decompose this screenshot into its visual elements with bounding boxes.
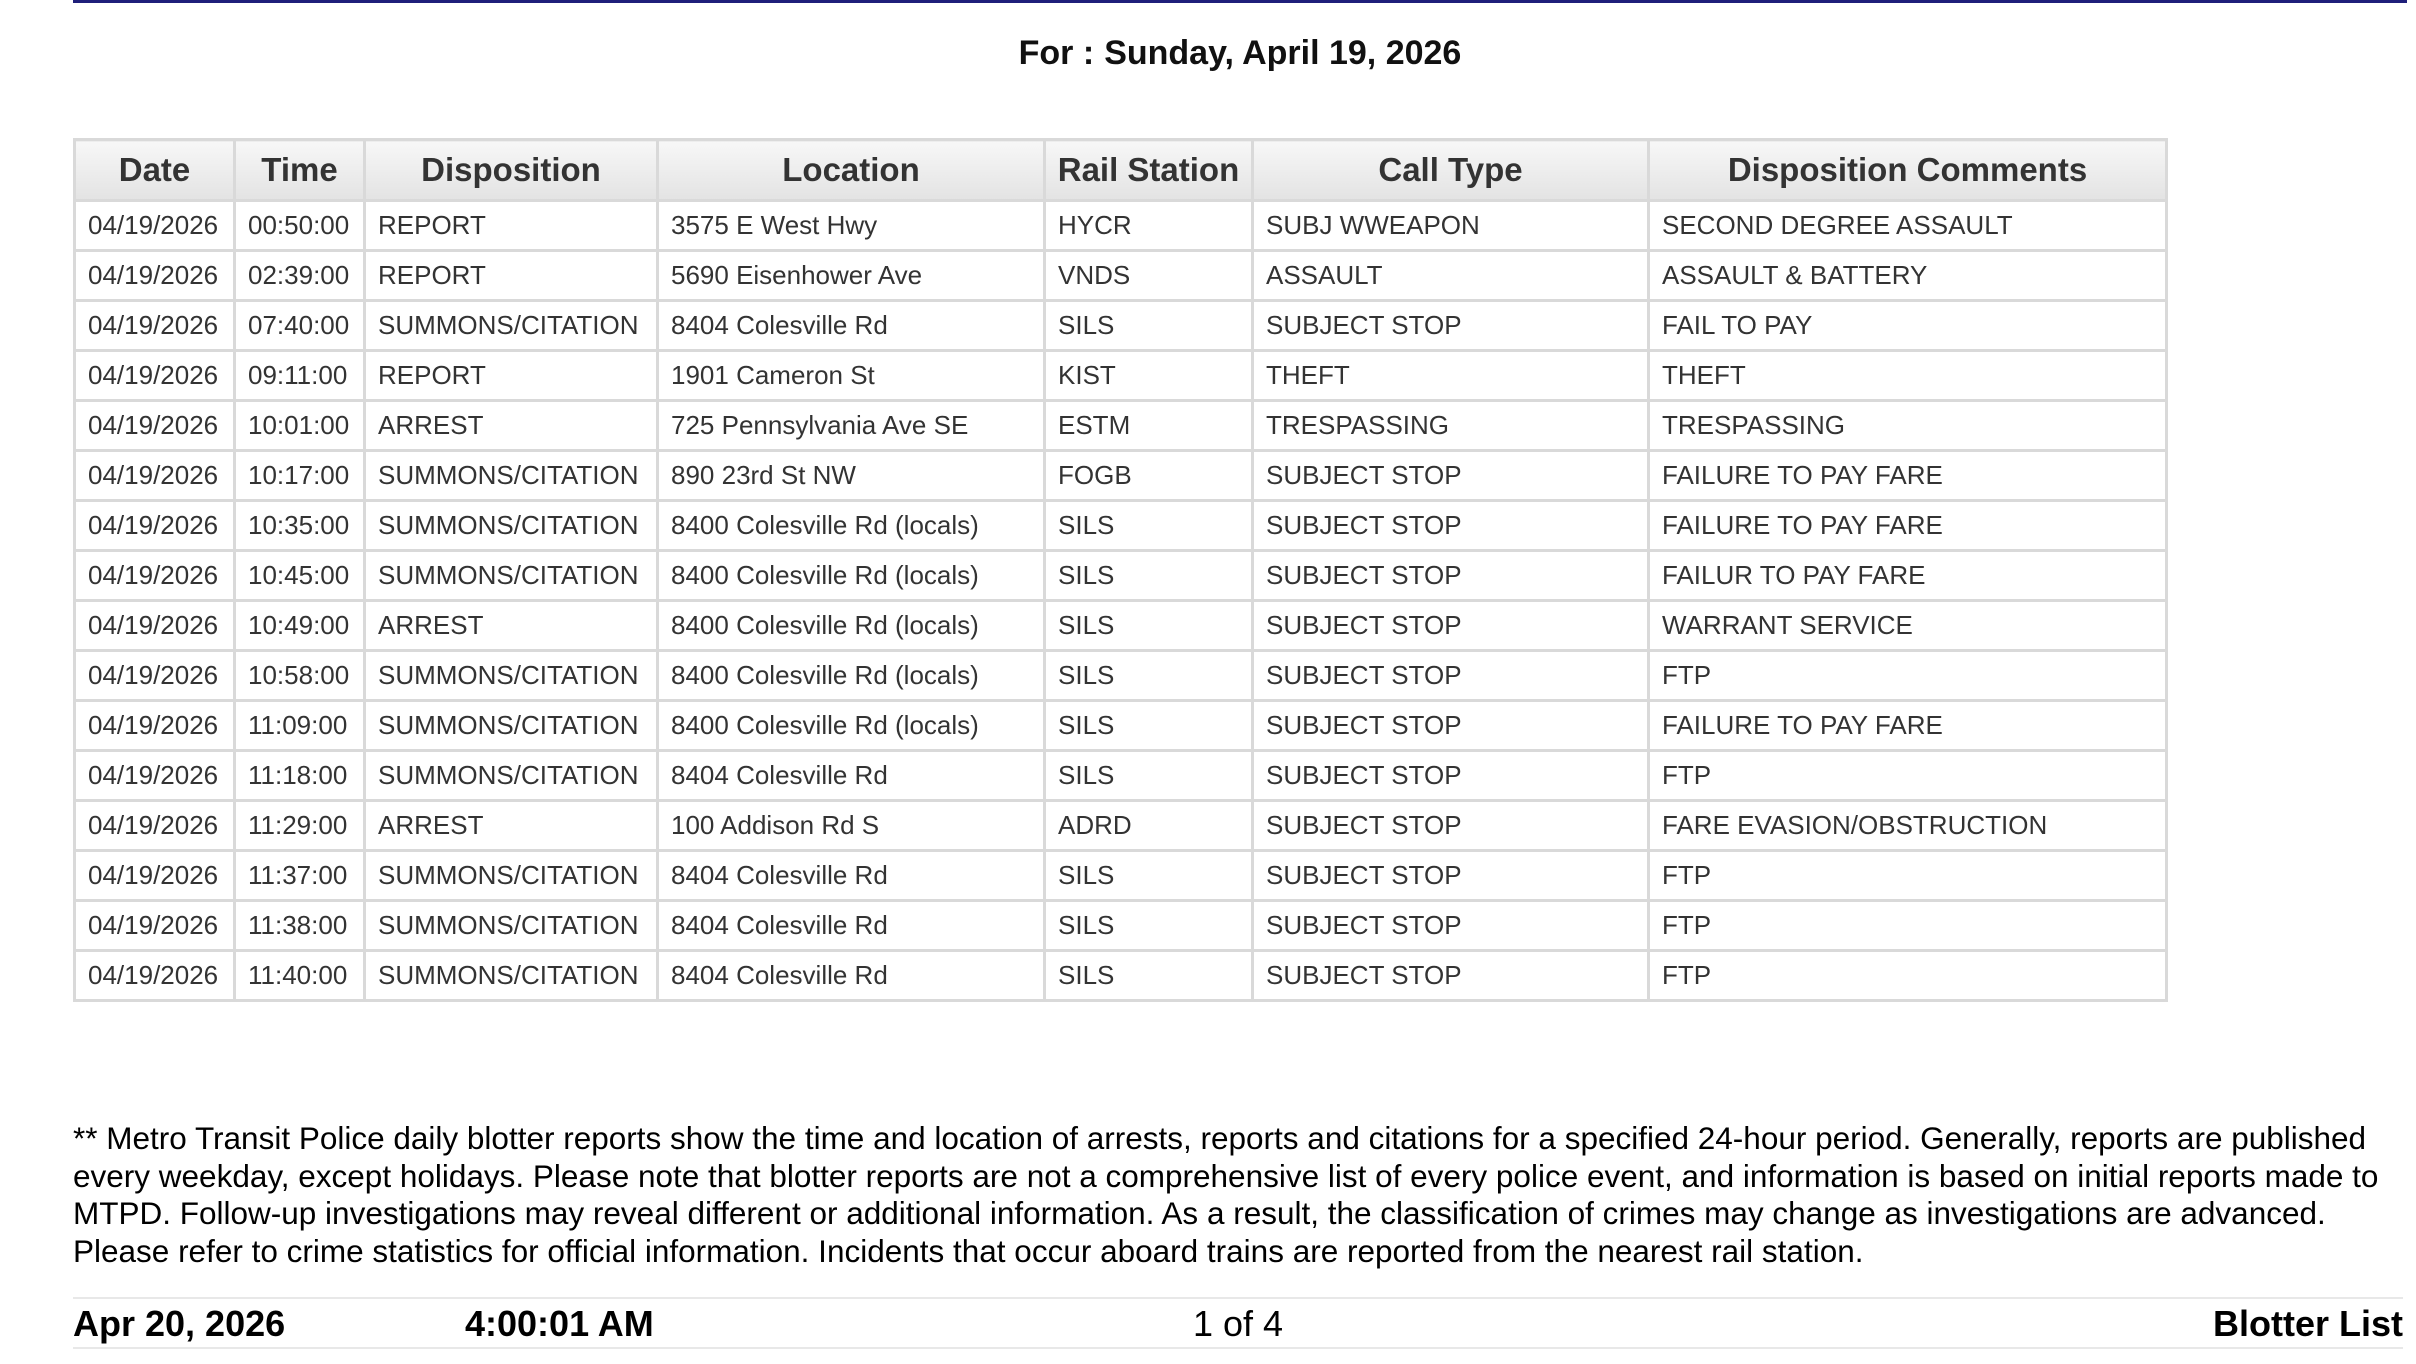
cell-time: 11:38:00 xyxy=(235,901,365,951)
cell-location: 8400 Colesville Rd (locals) xyxy=(658,601,1045,651)
cell-time: 07:40:00 xyxy=(235,301,365,351)
cell-time: 02:39:00 xyxy=(235,251,365,301)
cell-date: 04/19/2026 xyxy=(75,301,235,351)
cell-time: 10:35:00 xyxy=(235,501,365,551)
cell-date: 04/19/2026 xyxy=(75,201,235,251)
table-row xyxy=(75,701,2167,751)
page-footer xyxy=(73,1297,2403,1349)
cell-disposition-comments: FARE EVASION/OBSTRUCTION xyxy=(1649,801,2167,851)
cell-time: 10:17:00 xyxy=(235,451,365,501)
cell-rail-station: VNDS xyxy=(1045,251,1253,301)
cell-disposition: SUMMONS/CITATION xyxy=(365,301,658,351)
cell-date: 04/19/2026 xyxy=(75,701,235,751)
cell-date: 04/19/2026 xyxy=(75,401,235,451)
cell-disposition-comments: FAILUR TO PAY FARE xyxy=(1649,551,2167,601)
cell-rail-station: SILS xyxy=(1045,951,1253,1001)
cell-disposition: SUMMONS/CITATION xyxy=(365,751,658,801)
cell-rail-station: HYCR xyxy=(1045,201,1253,251)
cell-disposition: ARREST xyxy=(365,401,658,451)
cell-location: 8404 Colesville Rd xyxy=(658,301,1045,351)
cell-disposition-comments: FTP xyxy=(1649,901,2167,951)
cell-rail-station: SILS xyxy=(1045,551,1253,601)
table-row xyxy=(75,651,2167,701)
cell-disposition-comments: THEFT xyxy=(1649,351,2167,401)
table-row xyxy=(75,801,2167,851)
table-row xyxy=(75,551,2167,601)
cell-location: 1901 Cameron St xyxy=(658,351,1045,401)
cell-call-type: THEFT xyxy=(1253,351,1649,401)
table-row xyxy=(75,851,2167,901)
cell-rail-station: SILS xyxy=(1045,901,1253,951)
cell-disposition-comments: FTP xyxy=(1649,651,2167,701)
footer-print-time: 4:00:01 AM xyxy=(465,1303,654,1344)
cell-time: 11:09:00 xyxy=(235,701,365,751)
cell-call-type: SUBJECT STOP xyxy=(1253,801,1649,851)
footer-print-date: Apr 20, 2026 xyxy=(73,1303,286,1344)
cell-location: 725 Pennsylvania Ave SE xyxy=(658,401,1045,451)
cell-disposition: SUMMONS/CITATION xyxy=(365,901,658,951)
cell-call-type: SUBJECT STOP xyxy=(1253,451,1649,501)
cell-date: 04/19/2026 xyxy=(75,501,235,551)
cell-date: 04/19/2026 xyxy=(75,651,235,701)
cell-location: 8404 Colesville Rd xyxy=(658,751,1045,801)
cell-rail-station: ESTM xyxy=(1045,401,1253,451)
column-header-time: Time xyxy=(235,140,365,201)
cell-disposition-comments: FTP xyxy=(1649,851,2167,901)
footer-report-title: Blotter List xyxy=(2212,1303,2403,1344)
disclaimer-text: ** Metro Transit Police daily blotter reports show the time and location of arrests, reports and citations for a specified 24-hour period. Generally, reports are published every weekday, except holidays. Please note that blotter reports are not a comprehensive list of every police event, and information is based on initial reports made to MTPD. Follow-up investigations may reveal different or additional information. As a result, the classification of crimes may change as investigations are advanced. Please refer to crime statistics for official information. Incidents that occur aboard trains are reported from the nearest rail station. xyxy=(73,1120,2379,1269)
table-row xyxy=(75,401,2167,451)
cell-date: 04/19/2026 xyxy=(75,851,235,901)
cell-disposition: REPORT xyxy=(365,201,658,251)
cell-disposition: ARREST xyxy=(365,601,658,651)
cell-disposition: REPORT xyxy=(365,251,658,301)
column-header-call-type: Call Type xyxy=(1253,140,1649,201)
cell-date: 04/19/2026 xyxy=(75,901,235,951)
cell-rail-station: SILS xyxy=(1045,751,1253,801)
for-label: For : xyxy=(1018,34,1095,72)
cell-disposition: SUMMONS/CITATION xyxy=(365,501,658,551)
cell-time: 10:01:00 xyxy=(235,401,365,451)
table-row xyxy=(75,751,2167,801)
cell-location: 8400 Colesville Rd (locals) xyxy=(658,501,1045,551)
cell-call-type: SUBJECT STOP xyxy=(1253,901,1649,951)
cell-location: 100 Addison Rd S xyxy=(658,801,1045,851)
cell-disposition-comments: WARRANT SERVICE xyxy=(1649,601,2167,651)
cell-date: 04/19/2026 xyxy=(75,551,235,601)
cell-time: 11:40:00 xyxy=(235,951,365,1001)
column-header-disposition-comments: Disposition Comments xyxy=(1649,140,2167,201)
table-row xyxy=(75,601,2167,651)
cell-rail-station: SILS xyxy=(1045,651,1253,701)
cell-rail-station: SILS xyxy=(1045,501,1253,551)
cell-call-type: SUBJECT STOP xyxy=(1253,601,1649,651)
cell-disposition-comments: SECOND DEGREE ASSAULT xyxy=(1649,201,2167,251)
cell-date: 04/19/2026 xyxy=(75,801,235,851)
cell-disposition-comments: FTP xyxy=(1649,951,2167,1001)
cell-disposition: SUMMONS/CITATION xyxy=(365,651,658,701)
cell-time: 10:58:00 xyxy=(235,651,365,701)
cell-rail-station: KIST xyxy=(1045,351,1253,401)
cell-disposition-comments: FAILURE TO PAY FARE xyxy=(1649,701,2167,751)
column-header-date: Date xyxy=(75,140,235,201)
cell-call-type: SUBJECT STOP xyxy=(1253,651,1649,701)
cell-disposition-comments: FAILURE TO PAY FARE xyxy=(1649,451,2167,501)
cell-time: 10:49:00 xyxy=(235,601,365,651)
cell-disposition: SUMMONS/CITATION xyxy=(365,451,658,501)
table-row xyxy=(75,351,2167,401)
cell-time: 11:18:00 xyxy=(235,751,365,801)
cell-time: 11:37:00 xyxy=(235,851,365,901)
cell-location: 8404 Colesville Rd xyxy=(658,851,1045,901)
table-body xyxy=(75,201,2167,1001)
table-row xyxy=(75,201,2167,251)
cell-location: 3575 E West Hwy xyxy=(658,201,1045,251)
cell-rail-station: SILS xyxy=(1045,301,1253,351)
cell-location: 8404 Colesville Rd xyxy=(658,901,1045,951)
cell-date: 04/19/2026 xyxy=(75,351,235,401)
cell-disposition: SUMMONS/CITATION xyxy=(365,851,658,901)
cell-location: 8404 Colesville Rd xyxy=(658,951,1045,1001)
cell-time: 09:11:00 xyxy=(235,351,365,401)
cell-call-type: SUBJECT STOP xyxy=(1253,951,1649,1001)
cell-location: 8400 Colesville Rd (locals) xyxy=(658,651,1045,701)
cell-rail-station: SILS xyxy=(1045,701,1253,751)
cell-location: 8400 Colesville Rd (locals) xyxy=(658,701,1045,751)
table-row xyxy=(75,251,2167,301)
cell-time: 10:45:00 xyxy=(235,551,365,601)
cell-location: 8400 Colesville Rd (locals) xyxy=(658,551,1045,601)
cell-time: 11:29:00 xyxy=(235,801,365,851)
cell-disposition: SUMMONS/CITATION xyxy=(365,951,658,1001)
cell-call-type: SUBJECT STOP xyxy=(1253,701,1649,751)
cell-date: 04/19/2026 xyxy=(75,751,235,801)
table-row xyxy=(75,501,2167,551)
cell-date: 04/19/2026 xyxy=(75,951,235,1001)
cell-call-type: SUBJECT STOP xyxy=(1253,751,1649,801)
footer-page-number: 1 of 4 xyxy=(1193,1303,1284,1344)
cell-disposition-comments: ASSAULT & BATTERY xyxy=(1649,251,2167,301)
cell-call-type: SUBJECT STOP xyxy=(1253,301,1649,351)
cell-disposition: ARREST xyxy=(365,801,658,851)
cell-call-type: TRESPASSING xyxy=(1253,401,1649,451)
cell-time: 00:50:00 xyxy=(235,201,365,251)
cell-call-type: ASSAULT xyxy=(1253,251,1649,301)
cell-disposition-comments: FAIL TO PAY xyxy=(1649,301,2167,351)
cell-call-type: SUBJECT STOP xyxy=(1253,551,1649,601)
blotter-table xyxy=(73,138,2168,1002)
cell-call-type: SUBJECT STOP xyxy=(1253,851,1649,901)
cell-date: 04/19/2026 xyxy=(75,251,235,301)
report-date-heading xyxy=(0,34,2416,73)
column-header-disposition: Disposition xyxy=(365,140,658,201)
column-header-location: Location xyxy=(658,140,1045,201)
cell-location: 5690 Eisenhower Ave xyxy=(658,251,1045,301)
report-frame-border xyxy=(73,0,2407,3)
cell-rail-station: FOGB xyxy=(1045,451,1253,501)
table-row xyxy=(75,301,2167,351)
cell-disposition-comments: FTP xyxy=(1649,751,2167,801)
cell-rail-station: ADRD xyxy=(1045,801,1253,851)
table-header-row xyxy=(75,140,2167,201)
table-row xyxy=(75,451,2167,501)
cell-rail-station: SILS xyxy=(1045,601,1253,651)
cell-disposition: SUMMONS/CITATION xyxy=(365,551,658,601)
cell-call-type: SUBJ WWEAPON xyxy=(1253,201,1649,251)
cell-disposition-comments: FAILURE TO PAY FARE xyxy=(1649,501,2167,551)
cell-date: 04/19/2026 xyxy=(75,451,235,501)
cell-date: 04/19/2026 xyxy=(75,601,235,651)
cell-disposition: SUMMONS/CITATION xyxy=(365,701,658,751)
cell-call-type: SUBJECT STOP xyxy=(1253,501,1649,551)
cell-disposition: REPORT xyxy=(365,351,658,401)
report-date: Sunday, April 19, 2026 xyxy=(1104,34,1462,72)
column-header-rail-station: Rail Station xyxy=(1045,140,1253,201)
cell-location: 890 23rd St NW xyxy=(658,451,1045,501)
table-row xyxy=(75,951,2167,1001)
table-row xyxy=(75,901,2167,951)
cell-rail-station: SILS xyxy=(1045,851,1253,901)
cell-disposition-comments: TRESPASSING xyxy=(1649,401,2167,451)
